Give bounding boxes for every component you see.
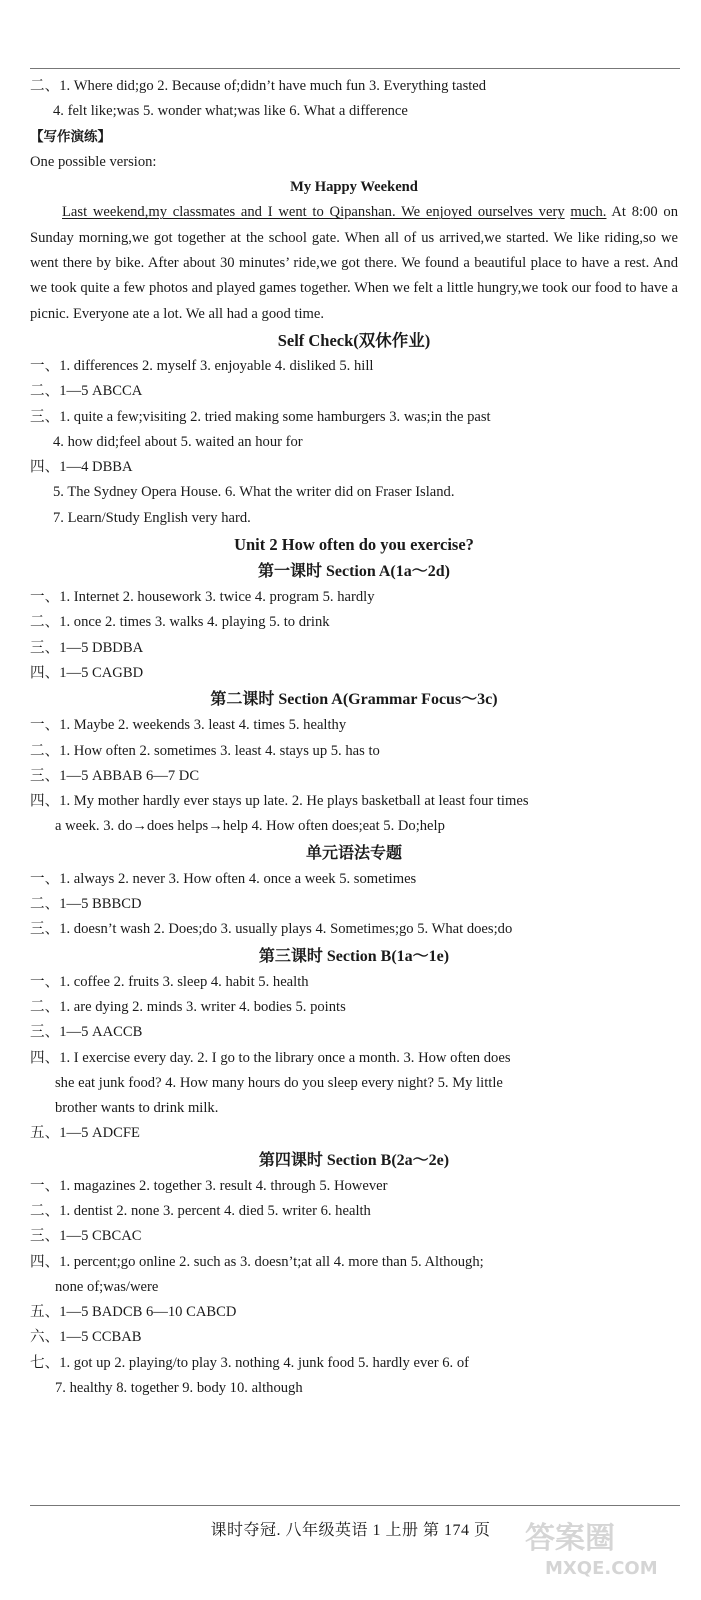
answer-line: 三、1—5 CBCAC bbox=[30, 1228, 142, 1245]
heading-lesson4: 第四课时 Section B(2a～2e) bbox=[258, 1151, 450, 1169]
answer-line: One possible version: bbox=[30, 153, 157, 170]
answer-line: 7. Learn/Study English very hard. bbox=[53, 509, 251, 526]
answer-line: 四、1. I exercise every day. 2. I go to the library once a month. 3. How often does bbox=[30, 1049, 511, 1066]
essay-body: At 8:00 on Sunday morning,we got together at the school gate. When all of us arrived,we started. We like riding,so we went there by bike. After about 30 minutes’ ride,we got there. We found a beautiful place to have a rest. And we took quite a few photos and played games together. When we felt a little hungry,we took our food to have a picnic. Everyone ate a lot. We all had a good time. bbox=[30, 204, 679, 322]
watermark-top-text: 答案圈 bbox=[525, 1521, 615, 1556]
answer-line: 六、1—5 CCBAB bbox=[30, 1329, 142, 1346]
heading-lesson2: 第二课时 Section A(Grammar Focus～3c) bbox=[210, 691, 498, 709]
answer-line: brother wants to drink milk. bbox=[55, 1100, 219, 1117]
answer-line: 一、1. differences 2. myself 3. enjoyable 4. disliked 5. hill bbox=[30, 357, 374, 374]
answer-line: 三、1. quite a few;visiting 2. tried making some hamburgers 3. was;in the past bbox=[30, 408, 491, 425]
essay-paragraph bbox=[30, 200, 678, 326]
answer-line: 一、1. magazines 2. together 3. result 4. through 5. However bbox=[30, 1177, 388, 1194]
page-footer: 课时夺冠. 八年级英语 1 上册 第 174 页 bbox=[210, 1522, 491, 1539]
answer-line: none of;was/were bbox=[55, 1278, 159, 1295]
top-rule bbox=[30, 68, 680, 69]
answer-line: 四、1. percent;go online 2. such as 3. doesn’t;at all 4. more than 5. Although; bbox=[30, 1253, 484, 1270]
answer-line: 5. The Sydney Opera House. 6. What the writer did on Fraser Island. bbox=[53, 484, 455, 501]
answer-line: 四、1—4 DBBA bbox=[30, 459, 133, 476]
answer-line: she eat junk food? 4. How many hours do you sleep every night? 5. My little bbox=[55, 1074, 503, 1091]
answer-line: 二、1—5 BBBCD bbox=[30, 896, 142, 913]
section-label-writing: 【写作演练】 bbox=[30, 128, 111, 145]
answer-line: 五、1—5 BADCB 6—10 CABCD bbox=[30, 1304, 237, 1321]
answer-line: 4. how did;feel about 5. waited an hour for bbox=[53, 433, 303, 450]
watermark-bottom-text: MXQE.COM bbox=[545, 1558, 658, 1579]
essay-title: My Happy Weekend bbox=[290, 179, 418, 196]
answer-line: 二、1. How often 2. sometimes 3. least 4. stays up 5. has to bbox=[30, 742, 380, 759]
answer-line: 二、1. are dying 2. minds 3. writer 4. bodies 5. points bbox=[30, 998, 346, 1015]
heading-lesson3: 第三课时 Section B(1a～1e) bbox=[258, 947, 450, 965]
essay-underlined-sentence-end: much. bbox=[570, 204, 607, 221]
answer-line: a week. 3. do→does helps→help 4. How often does;eat 5. Do;help bbox=[55, 818, 445, 835]
answer-line: 三、1. doesn’t wash 2. Does;do 3. usually plays 4. Sometimes;go 5. What does;do bbox=[30, 921, 513, 938]
answer-line: 二、1. Where did;go 2. Because of;didn’t have much fun 3. Everything tasted bbox=[30, 78, 487, 94]
answer-line: 4. felt like;was 5. wonder what;was like 6. What a difference bbox=[53, 103, 408, 120]
heading-lesson1: 第一课时 Section A(1a～2d) bbox=[257, 563, 450, 581]
answer-line: 四、1. My mother hardly ever stays up late. 2. He plays basketball at least four times bbox=[30, 793, 529, 810]
answer-line: 一、1. Internet 2. housework 3. twice 4. program 5. hardly bbox=[30, 589, 375, 606]
answer-line: 七、1. got up 2. playing/to play 3. nothing 4. junk food 5. hardly ever 6. of bbox=[30, 1354, 469, 1371]
site-watermark-logo bbox=[505, 1512, 683, 1582]
answer-line: 五、1—5 ADCFE bbox=[30, 1125, 140, 1142]
answer-line: 三、1—5 DBDBA bbox=[30, 639, 144, 656]
answer-line: 一、1. always 2. never 3. How often 4. once a week 5. sometimes bbox=[30, 870, 417, 887]
answer-line: 一、1. coffee 2. fruits 3. sleep 4. habit 5. health bbox=[30, 973, 309, 990]
heading-self-check: Self Check(双休作业) bbox=[277, 330, 431, 350]
answer-line: 二、1. once 2. times 3. walks 4. playing 5. to drink bbox=[30, 614, 330, 631]
answer-line: 一、1. Maybe 2. weekends 3. least 4. times 5. healthy bbox=[30, 717, 347, 734]
answer-line: 7. healthy 8. together 9. body 10. although bbox=[55, 1380, 303, 1397]
answer-line: 三、1—5 ABBAB 6—7 DC bbox=[30, 767, 200, 784]
heading-grammar: 单元语法专题 bbox=[305, 844, 402, 862]
answer-line: 三、1—5 AACCB bbox=[30, 1024, 143, 1041]
answer-content bbox=[30, 74, 678, 1401]
answer-line: 二、1—5 ABCCA bbox=[30, 383, 143, 400]
essay-underlined-sentence: Last weekend,my classmates and I went to Qipanshan. We enjoyed ourselves very bbox=[62, 204, 565, 221]
heading-unit2: Unit 2 How often do you exercise? bbox=[234, 535, 474, 555]
answer-line: 四、1—5 CAGBD bbox=[30, 664, 144, 681]
bottom-rule bbox=[30, 1505, 680, 1506]
answer-line: 二、1. dentist 2. none 3. percent 4. died 5. writer 6. health bbox=[30, 1202, 371, 1219]
